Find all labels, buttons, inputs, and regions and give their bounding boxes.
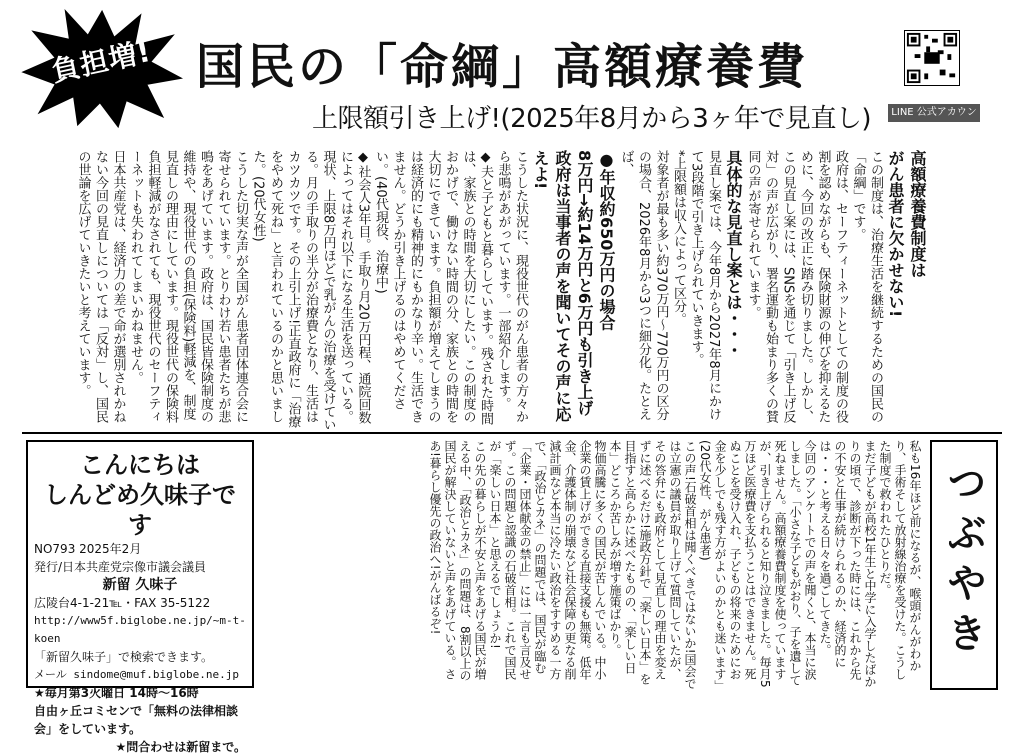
article-paragraph: こうした状況に、現役世代のがん患者の方々から悲鳴があがっています。一部紹介します。 — [495, 150, 528, 423]
consult-description: 自由ヶ丘コミセンで「無料の法律相談会」をしています。 — [34, 704, 239, 736]
article-paragraph: *上限額は収入によって区分。 — [671, 150, 686, 326]
section-divider — [22, 432, 1002, 434]
column-paragraph: まだ子どもが高校1年生と中学に入学したばかりの頃で、診断が下った時には、これから先の不安と仕事が続けられるのか、経済的には・・・と考える日々を過ごしてきた。 — [818, 440, 877, 688]
column-paragraph: この先の暮らしが不安と声をあげる国民が増える中、「政治とカネ」の問題は、8割以上の国民が解決していないと声をあげている。さあ!暮らし優先の政治へ!がんばるぞ! — [428, 440, 487, 682]
column-title: つぶやき — [940, 462, 988, 662]
article-paragraph: こうした切実な声が全国がん患者団体連合会に寄せられています。とりわけ若い患者たちが悲鳴をあげています。政府は、国民皆保険制度の維持や、現役世代の負担(保険料)軽減を、制度見直しの理由にしています。現役世代の保険料負担軽減がなされても、現役世代のセーフティーネットも失われてしまいかねません。 — [128, 150, 248, 423]
article-heading: 高額療養費制度は — [908, 150, 927, 278]
burst-label: 負担増! — [48, 34, 155, 89]
article-paragraph: 日本共産党は、経済力の差で命が選別されかねない今回の見直しについては「反対」し、国民の世論を広げていきたいと考えています。 — [75, 150, 126, 423]
page-headline: 国民の「命綱」高額療養費 — [196, 39, 809, 95]
article-callout: 8万円→約14万円と6万円も引き上げ — [575, 150, 594, 416]
article-subheading: 政府は当事者の声を聞いてその声に応えよ! — [531, 150, 572, 422]
article-paragraph: 政府は、セーフティーネットとしての制度の役割を認めながらも、保険財源の伸びを抑えるために、今回の改正に踏み切りました。しかし、この見直し案には、SNSを通じて「引き上げ反対」の声が広がり、署名運動も始まり多くの賛同の声が寄せられています。 — [745, 150, 848, 424]
qr-code-icon[interactable] — [904, 30, 960, 86]
contact-line: ★問合わせは新留まで。 — [115, 740, 246, 754]
page-subheading: 上限額引き上げ!(2025年8月から3ヶ年で見直し) — [312, 104, 871, 134]
column-paragraph: 物価高騰に多くの国民が苦しんでいる。中小企業の賃上げができる直接支援も無策。低年金、介護体制の崩壊など社会保障の更なる削減計画など本当に冷たい政治をすすめる一方で、「政治とカネ」の問題では、国民が臨む「企業・団体献金の禁止」には一言も言及せず。この問題と認識の石破首相。これで国民が「楽しい日本」と思えるでしょうか! — [488, 440, 607, 680]
top-article — [40, 150, 928, 432]
article-paragraph: ◆社会人3年目。手取り月20万円程、通院回数によってはそれ以下になる生活を送っている。現状、上限8万円ほどで乳がんの治療を受けている。月の手取りの半分が治療費となり、生活はカツカツです。その上引上げ!正直政府に「治療をやめて死ね」と言われているのかと思いました。(20代女性) — [250, 150, 371, 432]
article-paragraph: 対象者が最も多い約370万円〜770万円の区分の場合、2026年8月から3つに細分化。たとえば、 — [618, 150, 669, 421]
greeting-line: しんどめ久味子です — [44, 481, 236, 539]
profile-box — [26, 440, 254, 754]
line-account-caption: LINE 公式アカウント — [888, 104, 980, 122]
article-callout: ●年収約650万円の場合 — [597, 150, 616, 331]
column-title-box — [930, 440, 998, 690]
consult-schedule: ★毎月第3火曜日 14時〜16時 — [34, 686, 199, 700]
issue-number: NO793 2025年2月 — [34, 542, 142, 556]
address-line: 広陵台4-1-21℡・FAX 35-5122 — [34, 596, 211, 610]
greeting-line: こんにちは — [80, 451, 200, 479]
website-link[interactable]: http://www5f.biglobe.ne.jp/~m-t-koen — [34, 614, 246, 645]
article-heading: がん患者に欠かせない! — [886, 150, 905, 318]
article-paragraph: ◆夫と子どもと暮らしています。残された時間は、家族との時間を大切にしたい。この制度のおかげで、働けない時間の分、家族との時間を大切にできています。負担額が増えてしまうのは経済的にも精神的にもかなり辛い。生活できません。どうか引き上げるのはやめてください。(40代現役、治療中) — [373, 150, 493, 425]
column-paragraph: 私も16年ほど前になるが、喉頭がんがわかり、手術そして放射線治療を受けた。こうした制度で救われたひとりだ。 — [878, 440, 922, 680]
article-subheading: 具体的な見直し案とは・・・ — [724, 150, 743, 358]
column-paragraph: この声!石破首相は聞くべきではないか!国会では立憲の議員が取り上げて質問していたが、その答弁にも政府として見直しの理由を変えずに述べるだけ!施政方針で「楽しい日本」を目指すと高らかに述べたものの、「楽しい日本」どころか苦しみが増す施策ばかり。 — [608, 440, 697, 690]
author-name: 新留 久味子 — [102, 577, 178, 593]
column-article — [262, 440, 922, 690]
search-hint: 「新留久味子」で検索できます。 — [34, 650, 214, 664]
article-paragraph: この制度は、治療生活を継続するための国民の「命綱」です。 — [850, 150, 883, 423]
column-paragraph: 今回のアンケートでの声を聞くと、本当に涙しました。「小さな子どもがおり、子を遺して死ねません。高額療養費制度を使っていますが、引き上げられると知り泣きました。毎月5万ほど医療費を支払うことはできません。死ぬことを受け入れ、子どもの将来のためにお金を少しでも残す方がよいのかとも迷います」(20代女性、がん患者) — [698, 440, 817, 688]
article-paragraph: 見直し案では、今年8月から2027年8月にかけて3段階で引き上げられていきます。 — [688, 150, 721, 421]
publisher-line: 発行/日本共産党宗像市議会議員 — [34, 560, 207, 574]
email-link[interactable]: メール sindome@muf.biglobe.ne.jp — [34, 668, 239, 681]
